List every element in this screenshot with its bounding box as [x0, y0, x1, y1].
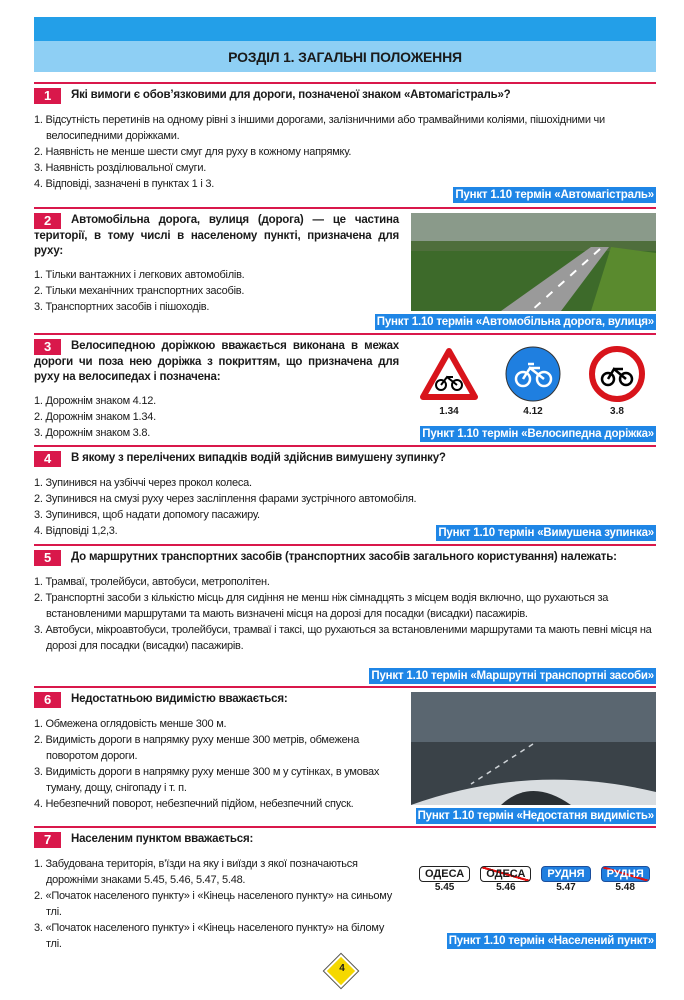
- question-text: Населеним пунктом вважається:: [71, 833, 254, 845]
- place-name: ОДЕСА: [419, 866, 470, 882]
- question-text: Недостатньою видимістю вважається:: [71, 693, 288, 705]
- reference-link[interactable]: Пункт 1.10 термін «Вимушена зупинка»: [438, 527, 654, 539]
- question-2: [34, 207, 656, 331]
- reference-link[interactable]: Пункт 1.10 термін «Автомобільна дорога, вулиця»: [376, 316, 654, 328]
- sign-code: 5.48: [615, 882, 635, 893]
- question-text: В якому з перелічених випадків водій здійснив вимушену зупинку?: [71, 452, 446, 464]
- sign-5-48: [601, 866, 650, 893]
- sign-code: 5.45: [434, 882, 455, 893]
- question-3: [34, 333, 656, 445]
- question-number: 4: [34, 451, 61, 467]
- reference-link[interactable]: Пункт 1.10 термін «Населений пункт»: [448, 935, 654, 947]
- option[interactable]: 2. Наявність не менше шести смуг для руху в кожному напрямку.: [34, 146, 352, 158]
- option[interactable]: 2. Транспортні засоби з кількістю місць для сидіння не менш ніж сімнадцять з місцем водія включно, що рухаються за встановленими маршрутами та мають визначені місця на дорозі для посадки (висадки) пасажирів.: [34, 592, 609, 620]
- divider: [34, 445, 656, 447]
- option[interactable]: 3. Видимість дороги в напрямку руху менше 300 м у сутінках, в умовах туману, дощу, снігопаду і т. п.: [34, 766, 380, 794]
- option[interactable]: 4. Відповіді 1,2,3.: [34, 525, 118, 537]
- sign-5-45: [419, 866, 470, 893]
- option[interactable]: 2. Тільки механічних транспортних засобів.: [34, 285, 245, 297]
- divider: [34, 207, 656, 209]
- option[interactable]: 3. Зупинився, щоб надати допомогу пасажиру.: [34, 509, 260, 521]
- road-signs: [420, 345, 646, 417]
- divider: [34, 82, 656, 84]
- place-signs: [419, 866, 650, 893]
- question-number: 5: [34, 550, 61, 566]
- sign-code: 1.34: [439, 406, 459, 417]
- place-name: РУДНЯ: [601, 866, 650, 882]
- options: [34, 112, 656, 192]
- option[interactable]: 2. «Початок населеного пункту» і «Кінець населеного пункту» на синьому тлі.: [34, 890, 392, 918]
- page-number: 4: [339, 963, 345, 974]
- option[interactable]: 2. Зупинився на смузі руху через засліплення фарами зустрічного автомобіля.: [34, 493, 417, 505]
- option[interactable]: 3. «Початок населеного пункту» і «Кінець населеного пункту» на білому тлі.: [34, 922, 385, 950]
- no-bicycles-sign-icon: [588, 345, 646, 403]
- divider: [34, 333, 656, 335]
- sign-3-8: [588, 345, 646, 417]
- option[interactable]: 1. Відсутність перетинів на одному рівні з іншими дорогами, залізничними або трамвайними коліями, пішохідними чи велосипедними доріжками.: [34, 114, 605, 142]
- place-name: ОДЕСА: [480, 866, 531, 882]
- divider: [34, 544, 656, 546]
- option[interactable]: 1. Дорожнім знаком 4.12.: [34, 395, 156, 407]
- question-4: [34, 445, 656, 545]
- question-6: [34, 686, 656, 826]
- question-text: Велосипедною доріжкою вважається виконана в межах дороги чи поза нею доріжка з покриттям, що призначена для руху на велосипедах і позначена:: [34, 340, 399, 383]
- sign-code: 3.8: [610, 406, 624, 417]
- question-number: 1: [34, 88, 61, 104]
- question-number: 2: [34, 213, 61, 229]
- sign-code: 4.12: [523, 406, 543, 417]
- option[interactable]: 1. Зупинився на узбіччі через прокол колеса.: [34, 477, 252, 489]
- option[interactable]: 3. Автобуси, мікроавтобуси, тролейбуси, трамваї і таксі, що рухаються за встановленими маршрутами та мають певні місця на дорозі для посадки (висадки) пасажирів.: [34, 624, 652, 652]
- option[interactable]: 1. Трамваї, тролейбуси, автобуси, метрополітен.: [34, 576, 270, 588]
- place-name: РУДНЯ: [541, 866, 590, 882]
- option[interactable]: 3. Транспортних засобів і пішоходів.: [34, 301, 210, 313]
- sign-code: 5.46: [496, 882, 516, 893]
- sign-code: 5.47: [556, 882, 576, 893]
- reference-link[interactable]: Пункт 1.10 термін «Велосипедна доріжка»: [422, 428, 654, 440]
- header-bar: [34, 17, 656, 41]
- reference-link[interactable]: Пункт 1.10 термін «Автомагістраль»: [455, 189, 654, 201]
- option[interactable]: 3. Наявність розділювальної смуги.: [34, 162, 207, 174]
- option[interactable]: 4. Відповіді, зазначені в пунктах 1 і 3.: [34, 178, 215, 190]
- section-title: РОЗДІЛ 1. ЗАГАЛЬНІ ПОЛОЖЕННЯ: [34, 41, 656, 72]
- question-number: 3: [34, 339, 61, 355]
- sign-5-46: [480, 866, 531, 893]
- question-7: [34, 826, 656, 951]
- option[interactable]: 3. Дорожнім знаком 3.8.: [34, 427, 151, 439]
- divider: [34, 686, 656, 688]
- reference-link[interactable]: Пункт 1.10 термін «Недостатня видимість»: [417, 810, 654, 822]
- divider: [34, 826, 656, 828]
- sign-5-47: [541, 866, 590, 893]
- question-number: 6: [34, 692, 61, 708]
- option[interactable]: 1. Обмежена оглядовість менше 300 м.: [34, 718, 227, 730]
- option[interactable]: 4. Небезпечний поворот, небезпечний підйом, небезпечний спуск.: [34, 798, 354, 810]
- question-1: [34, 82, 656, 204]
- fog-road-photo: [411, 692, 656, 805]
- question-number: 7: [34, 832, 61, 848]
- sign-4-12: [504, 345, 562, 417]
- option[interactable]: 2. Видимість дороги в напрямку руху менше 300 метрів, обмежена поворотом дороги.: [34, 734, 360, 762]
- option[interactable]: 1. Забудована територія, в’їзди на яку і виїзди з якої позначаються дорожніми знаками 5.45, 5.46, 5.47, 5.48.: [34, 858, 358, 886]
- sign-1-34: [420, 345, 478, 417]
- bicycle-path-sign-icon: [504, 345, 562, 403]
- question-text: Які вимоги є обов’язковими для дороги, позначеної знаком «Автомагістраль»?: [71, 89, 511, 101]
- question-text: Автомобільна дорога, вулиця (дорога) — це частина території, в тому числі в населеному пункті, призначена для руху:: [34, 214, 399, 257]
- question-text: До маршрутних транспортних засобів (транспортних засобів загального користування) належать:: [71, 551, 617, 563]
- question-5: [34, 544, 656, 686]
- reference-link[interactable]: Пункт 1.10 термін «Маршрутні транспортні засоби»: [371, 670, 654, 682]
- bicycle-warning-sign-icon: [420, 345, 478, 403]
- option[interactable]: 1. Тільки вантажних і легкових автомобілів.: [34, 269, 245, 281]
- option[interactable]: 2. Дорожнім знаком 1.34.: [34, 411, 156, 423]
- road-photo: [411, 213, 656, 311]
